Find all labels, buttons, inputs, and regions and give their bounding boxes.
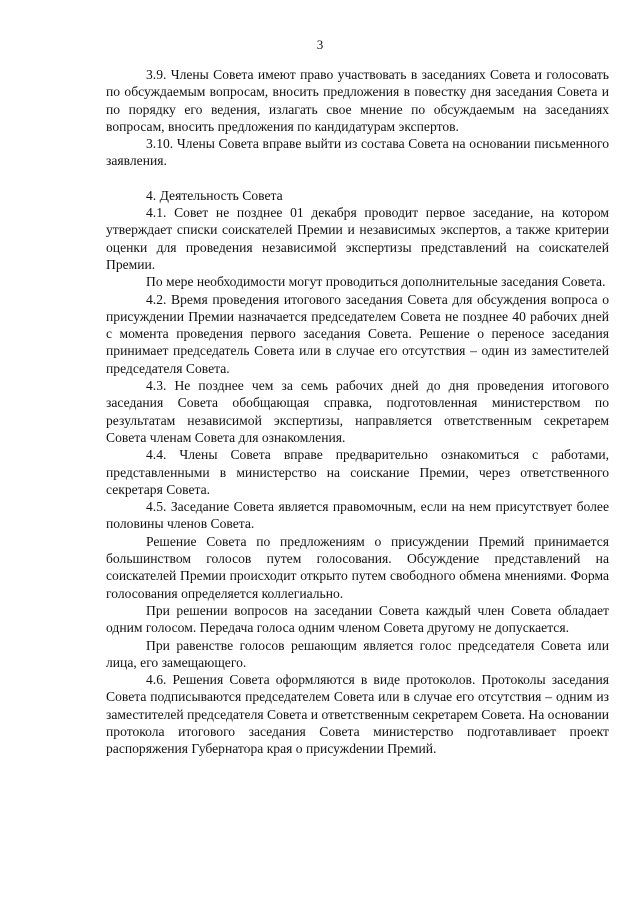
paragraph-3-9: 3.9. Члены Совета имеют право участвовать в заседаниях Совета и голосовать по обсуждаемым вопросам, вносить предложения в повестку дня заседания Совета и по порядку его ведения, излагать свое мнение по обсуждаемым на заседаниях вопросам, вносить предложения по кандидатурам экспертов. [106,67,609,134]
paragraph-4-5: 4.5. Заседание Совета является правомочным, если на нем присутствует более половины членов Совета. [106,499,609,532]
paragraph-extra-meetings: По мере необходимости могут проводиться дополнительные заседания Совета. [146,274,606,290]
paragraph-tie-vote: При равенстве голосов решающим является голос председателя Совета или лица, его замещающего. [106,637,609,670]
document-body [106,66,609,758]
paragraph-voting: Решение Совета по предложениям о присуждении Премий принимается большинством голосов путем голосования. Обсуждение представлений на соискателей Премии происходит открыто путем свободного обмена мнениями. Форма голосования определяется коллегиально. [106,533,609,601]
paragraph-votes-per-member: При решении вопросов на заседании Совета каждый член Совета обладает одним голосом. Передача голоса одним членом Совета другому не допускается. [106,602,609,636]
paragraph-4-3: 4.3. Не позднее чем за семь рабочих дней до дня проведения итогового заседания Совета обобщающая справка, подготовленная министерством по результатам независимой экспертизы, направляется ответственным секретарем Совета членам Совета для ознакомления. [106,378,609,445]
paragraph-3-10: 3.10. Члены Совета вправе выйти из состава Совета на основании письменного заявления. [106,136,609,169]
paragraph-4-4: 4.4. Члены Совета вправе предварительно ознакомиться с работами, представленными в министерство на соискание Премии, через ответственного секретаря Совета. [106,447,609,497]
paragraph-4-6: 4.6. Решения Совета оформляются в виде протоколов. Протоколы заседания Совета подписываются председателем Совета или в случае его отсутствия – одним из заместителей председателя Совета и ответственным секретарем Совета. На основании протокола итогового заседания Совета министерство подготавливает проект распоряжения Губернатора края о присужdении Премий. [106,672,609,757]
section-heading: 4. Деятельность Совета [146,187,283,203]
paragraph-4-1: 4.1. Совет не позднее 01 декабря проводит первое заседание, на котором утверждает списки соискателей Премии и независимых экспертов, а также критерии оценки для проведения независимой экспертизы представлений на соискателей Премии. [106,205,609,272]
page-number: 3 [316,37,324,52]
paragraph-4-2: 4.2. Время проведения итогового заседания Совета для обсуждения вопроса о присуждении Премии назначается председателем Совета не позднее 40 рабочих дней с момента проведения первого заседания Совета. Решение о переносе заседания принимает председатель Совета или в случае его отсутствия – один из заместителей председателя Совета. [106,291,609,376]
